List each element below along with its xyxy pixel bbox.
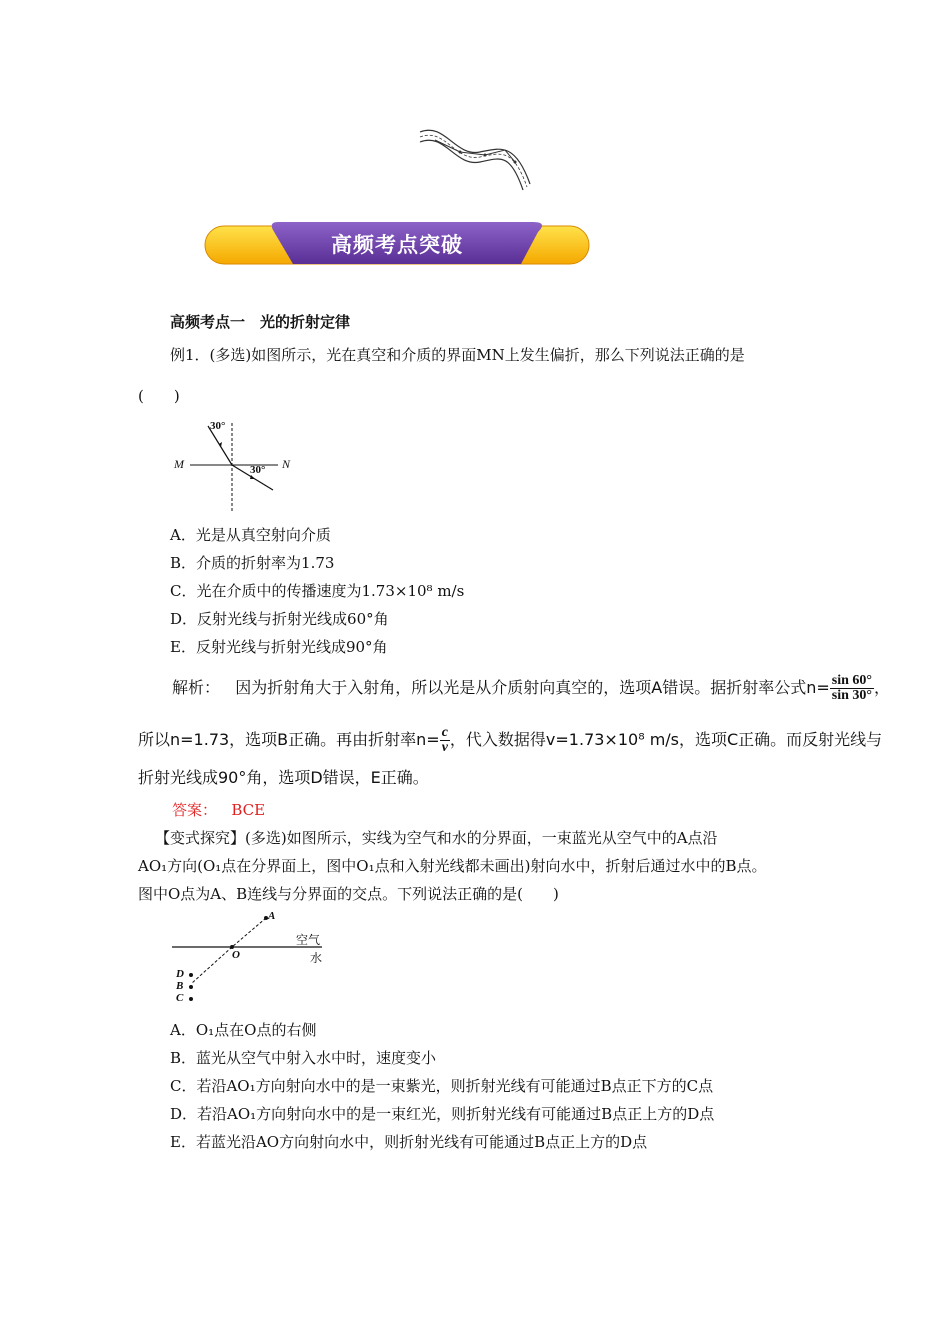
section-banner	[203, 222, 591, 266]
banner-title: 高频考点突破	[331, 233, 463, 257]
sin-ratio-fraction	[830, 674, 874, 703]
variant-line2: AO₁方向(O₁点在分界面上，图中O₁点和入射光线都未画出)射向水中，折射后通过水中的B点。	[138, 857, 767, 875]
river-decoration-icon	[415, 122, 535, 197]
variant-option-e: E．若蓝光沿AO方向射向水中，则折射光线有可能通过B点正上方的D点	[170, 1133, 648, 1151]
example1-option-e: E．反射光线与折射光线成90°角	[170, 638, 388, 656]
c-over-v-fraction	[440, 726, 450, 755]
fraction-v: v	[441, 740, 448, 755]
example1-paren: ( )	[138, 387, 180, 405]
analysis-text1-end: ，	[874, 678, 891, 697]
example1-stem: 例1．(多选)如图所示，光在真空和介质的界面MN上发生偏折，那么下列说法正确的是	[170, 346, 745, 364]
analysis-text1: 因为折射角大于入射角，所以光是从介质射向真空的，选项A错误。据折射率公式n=	[235, 678, 830, 697]
answer-value: BCE	[231, 801, 266, 819]
variant-option-c: C．若沿AO₁方向射向水中的是一束紫光，则折射光线有可能通过B点正下方的C点	[170, 1077, 714, 1095]
angle-bottom-label: 30°	[250, 464, 266, 476]
fraction-denominator: sin 30°	[831, 688, 873, 703]
analysis-line2	[138, 726, 882, 755]
label-o: O	[232, 949, 240, 961]
variant-option-b: B．蓝光从空气中射入水中时，速度变小	[170, 1049, 437, 1067]
analysis-line3: 折射光线成90°角，选项D错误，E正确。	[138, 768, 429, 787]
variant-option-d: D．若沿AO₁方向射向水中的是一束红光，则折射光线有可能通过B点正上方的D点	[170, 1105, 715, 1123]
label-d: D	[176, 968, 184, 980]
answer-label: 答案：	[172, 801, 218, 819]
example1-option-c: C．光在介质中的传播速度为1.73×10⁸ m/s	[170, 582, 465, 600]
variant-option-a: A．O₁点在O点的右侧	[170, 1021, 317, 1039]
analysis-label: 解析：	[172, 678, 221, 697]
label-air: 空气	[296, 933, 321, 947]
label-c: C	[176, 992, 184, 1004]
label-n: N	[282, 457, 291, 471]
label-b: B	[176, 980, 184, 992]
label-a: A	[268, 910, 276, 922]
example1-option-d: D．反射光线与折射光线成60°角	[170, 610, 389, 628]
analysis-line1	[172, 674, 890, 703]
angle-top-label: 30°	[210, 420, 226, 432]
example1-option-a: A．光是从真空射向介质	[170, 526, 331, 544]
analysis-text2a: 所以n=1.73，选项B正确。再由折射率n=	[138, 730, 440, 749]
air-water-figure	[170, 910, 330, 1010]
refraction-figure	[170, 418, 300, 513]
variant-line1: 【变式探究】(多选)如图所示，实线为空气和水的分界面，一束蓝光从空气中的A点沿	[155, 829, 718, 847]
variant-line3: 图中O点为A、B连线与分界面的交点。下列说法正确的是( )	[138, 885, 559, 903]
label-m: M	[174, 457, 184, 471]
section-heading: 高频考点一 光的折射定律	[170, 313, 351, 331]
fraction-c: c	[441, 725, 448, 740]
analysis-text2b: ，代入数据得v=1.73×10⁸ m/s，选项C正确。而反射光线与	[449, 730, 883, 749]
label-water: 水	[310, 951, 323, 965]
example1-option-b: B．介质的折射率为1.73	[170, 554, 335, 572]
answer-line	[172, 800, 265, 820]
fraction-numerator: sin 60°	[831, 673, 873, 688]
